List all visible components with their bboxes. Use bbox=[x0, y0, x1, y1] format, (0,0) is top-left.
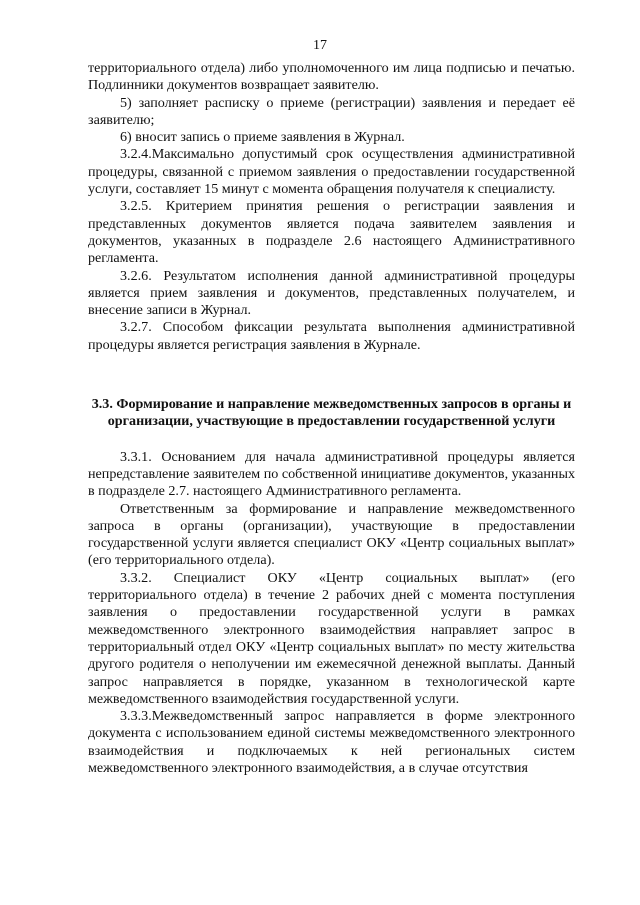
paragraph-p327: 3.2.7. Способом фиксации результата выполнения административной процедуры является регистрация заявления в Журнале. bbox=[88, 319, 575, 353]
paragraph-p324: 3.2.4.Максимально допустимый срок осуществления административной процедуры, связанной с приемом заявления о предоставлении государственной услуги, составляет 15 минут с момента обращения получателя к специалисту. bbox=[88, 146, 575, 198]
paragraph-item6: 6) вносит запись о приеме заявления в Журнал. bbox=[120, 129, 405, 146]
section-3-3-body bbox=[88, 449, 575, 778]
paragraph-cont: территориального отдела) либо уполномоченного им лица подписью и печатью. Подлинники документов возвращает заявителю. bbox=[88, 60, 575, 94]
paragraph-p332: 3.3.2. Специалист ОКУ «Центр социальных выплат» (его территориального отдела) в течение 2 рабочих дней с момента поступления заявления о предоставлении государственной услуги в рамках межведомственного электронного взаимодействия направляет запрос в территориальный отдел ОКУ «Центр социальных выплат» по месту жительства другого родителя о неполучении им ежемесячной денежной выплаты. Данный запрос направляется в порядке, указанном в технологической карте межведомственного взаимодействия государственной услуги. bbox=[88, 569, 575, 707]
paragraph-p326: 3.2.6. Результатом исполнения данной административной процедуры является прием заявления и документов, представленных получателем, и внесение записи в Журнал. bbox=[88, 267, 575, 319]
paragraph-item5: 5) заполняет расписку о приеме (регистрации) заявления и передает её заявителю; bbox=[88, 94, 575, 128]
page-number: 17 bbox=[313, 38, 327, 53]
paragraph-p331: 3.3.1. Основанием для начала административной процедуры является непредставление заявителем по собственной инициативе документов, указанных в подразделе 2.7. настоящего Административного регламента. bbox=[88, 448, 575, 500]
paragraph-p325: 3.2.5. Критерием принятия решения о регистрации заявления и представленных документов является подача заявителем заявления и документов, указанных в подразделе 2.6 настоящего Административного регламента. bbox=[88, 198, 575, 267]
document-body bbox=[88, 60, 575, 777]
paragraph-p333: 3.3.3.Межведомственный запрос направляется в форме электронного документа с использованием единой системы межведомственного электронного взаимодействия и подключаемых к ней региональных систем межведомственного электронного взаимодействия, а в случае отсутствия bbox=[88, 708, 575, 776]
section-3-2-continuation bbox=[88, 60, 575, 354]
section-heading-3-3: 3.3. Формирование и направление межведомственных запросов в органы и организации, участвующие в предоставлении государственной услуги bbox=[91, 396, 572, 430]
heading-spacer bbox=[88, 431, 575, 449]
paragraph-p331b: Ответственным за формирование и направление межведомственного запроса в органы (организации), участвующие в предоставлении государственной услуги является специалист ОКУ «Центр социальных выплат» (его территориального отдела). bbox=[88, 500, 575, 569]
